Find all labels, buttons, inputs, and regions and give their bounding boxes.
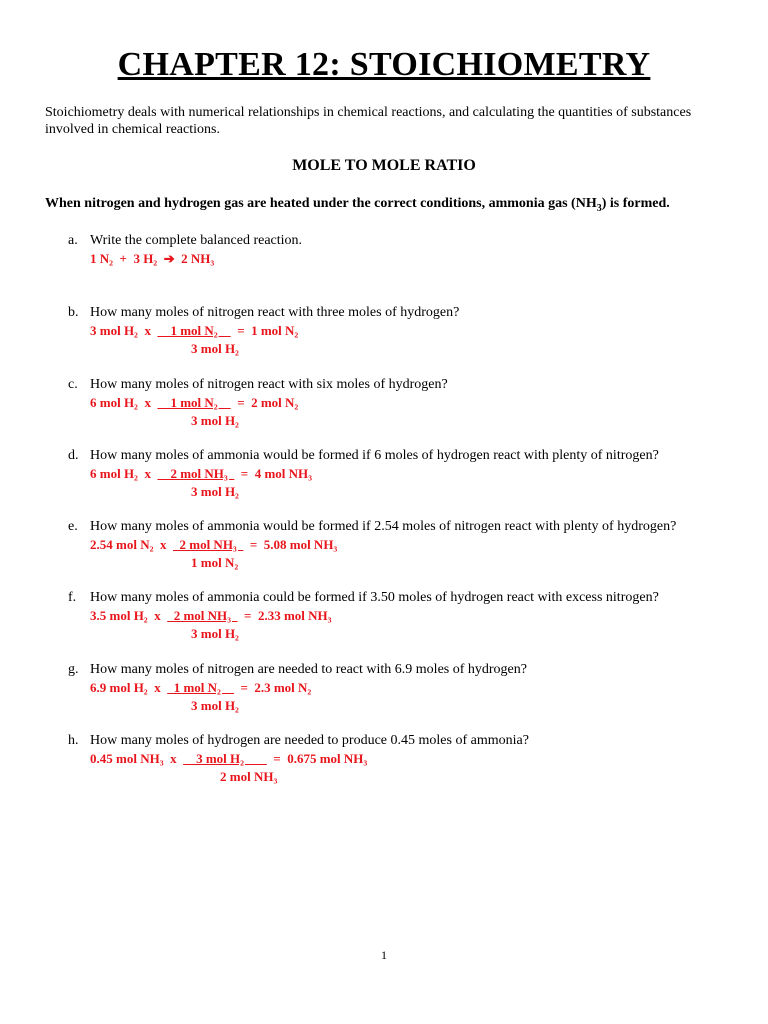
question-text: How many moles of hydrogen are needed to produce 0.45 moles of ammonia? bbox=[90, 733, 529, 748]
answer-denominator: 3 mol H₂ bbox=[191, 341, 239, 356]
answer-denominator: 3 mol H₂ bbox=[191, 626, 239, 641]
answer-denominator: 2 mol NH₃ bbox=[220, 769, 278, 784]
balanced-reaction bbox=[90, 251, 214, 267]
question-letter: b. bbox=[68, 305, 79, 320]
answer-denominator: 1 mol N₂ bbox=[191, 555, 239, 570]
question-c bbox=[68, 377, 448, 393]
answer-denominator: 3 mol H₂ bbox=[191, 698, 239, 713]
question-d bbox=[68, 448, 659, 464]
answer-numerator: 2 mol NH₃ bbox=[172, 537, 244, 552]
answer-result: = 1 mol N₂ bbox=[230, 323, 299, 338]
problem-text-end: ) is formed. bbox=[601, 196, 670, 211]
question-letter: a. bbox=[68, 233, 78, 248]
question-letter: f. bbox=[68, 590, 77, 605]
question-h bbox=[68, 733, 529, 749]
answer-h bbox=[90, 751, 367, 767]
question-letter: h. bbox=[68, 733, 79, 748]
question-e bbox=[68, 519, 676, 535]
arrow-icon: ➔ bbox=[163, 251, 175, 266]
answer-result: = 4 mol NH₃ bbox=[234, 466, 313, 481]
answer-e bbox=[90, 537, 337, 553]
question-text: Write the complete balanced reaction. bbox=[90, 233, 303, 248]
question-letter: g. bbox=[68, 662, 79, 677]
answer-f bbox=[90, 608, 332, 624]
question-text: How many moles of nitrogen react with six moles of hydrogen? bbox=[90, 377, 448, 392]
problem-subscript: 3 bbox=[596, 202, 602, 214]
answer-numerator: 1 mol N₂ bbox=[157, 323, 231, 338]
page-number: 1 bbox=[381, 948, 387, 962]
answer-result: = 5.08 mol NH₃ bbox=[243, 537, 338, 552]
question-letter: d. bbox=[68, 448, 79, 463]
answer-given: 6.9 mol H₂ x bbox=[90, 680, 168, 695]
answer-denominator: 3 mol H₂ bbox=[191, 413, 239, 428]
question-g bbox=[68, 662, 527, 678]
answer-given: 6 mol H₂ x bbox=[90, 395, 158, 410]
problem-statement bbox=[45, 196, 745, 214]
answer-numerator: 2 mol NH₃ bbox=[167, 608, 238, 623]
answer-b bbox=[90, 323, 298, 339]
answer-numerator: 3 mol H₂ bbox=[183, 751, 267, 766]
answer-result: = 2.3 mol N₂ bbox=[233, 680, 312, 695]
reaction-products: 2 NH₃ bbox=[181, 251, 215, 266]
question-letter: e. bbox=[68, 519, 78, 534]
question-a bbox=[68, 233, 302, 249]
reaction-reactants: 1 N₂ + 3 H₂ bbox=[90, 251, 158, 266]
answer-given: 0.45 mol NH₃ x bbox=[90, 751, 184, 766]
answer-numerator: 1 mol N₂ bbox=[157, 395, 231, 410]
answer-d bbox=[90, 466, 312, 482]
answer-given: 2.54 mol N₂ x bbox=[90, 537, 173, 552]
question-text: How many moles of ammonia would be formed if 6 moles of hydrogen react with plenty of nitrogen? bbox=[90, 448, 659, 463]
answer-given: 3.5 mol H₂ x bbox=[90, 608, 168, 623]
question-text: How many moles of nitrogen react with three moles of hydrogen? bbox=[90, 305, 460, 320]
page-title: CHAPTER 12: STOICHIOMETRY bbox=[117, 46, 651, 83]
intro-paragraph: Stoichiometry deals with numerical relationships in chemical reactions, and calculating the quantities of substances involved in chemical reactions. bbox=[45, 105, 692, 137]
answer-denominator: 3 mol H₂ bbox=[191, 484, 239, 499]
answer-g bbox=[90, 680, 311, 696]
answer-given: 6 mol H₂ x bbox=[90, 466, 158, 481]
question-text: How many moles of ammonia would be formed if 2.54 moles of nitrogen react with plenty of hydrogen? bbox=[90, 519, 677, 534]
answer-given: 3 mol H₂ x bbox=[90, 323, 158, 338]
question-text: How many moles of ammonia could be formed if 3.50 moles of hydrogen react with excess nitrogen? bbox=[90, 590, 659, 605]
question-b bbox=[68, 305, 459, 321]
section-heading: MOLE TO MOLE RATIO bbox=[292, 157, 476, 174]
question-text: How many moles of nitrogen are needed to react with 6.9 moles of hydrogen? bbox=[90, 662, 527, 677]
question-letter: c. bbox=[68, 377, 78, 392]
question-f bbox=[68, 590, 659, 606]
answer-numerator: 1 mol N₂ bbox=[167, 680, 234, 695]
answer-c bbox=[90, 395, 298, 411]
answer-result: = 0.675 mol NH₃ bbox=[266, 751, 368, 766]
answer-numerator: 2 mol NH₃ bbox=[157, 466, 235, 481]
answer-result: = 2.33 mol NH₃ bbox=[237, 608, 332, 623]
answer-result: = 2 mol N₂ bbox=[230, 395, 299, 410]
problem-text-start: When nitrogen and hydrogen gas are heated under the correct conditions, ammonia gas (NH bbox=[45, 196, 597, 211]
